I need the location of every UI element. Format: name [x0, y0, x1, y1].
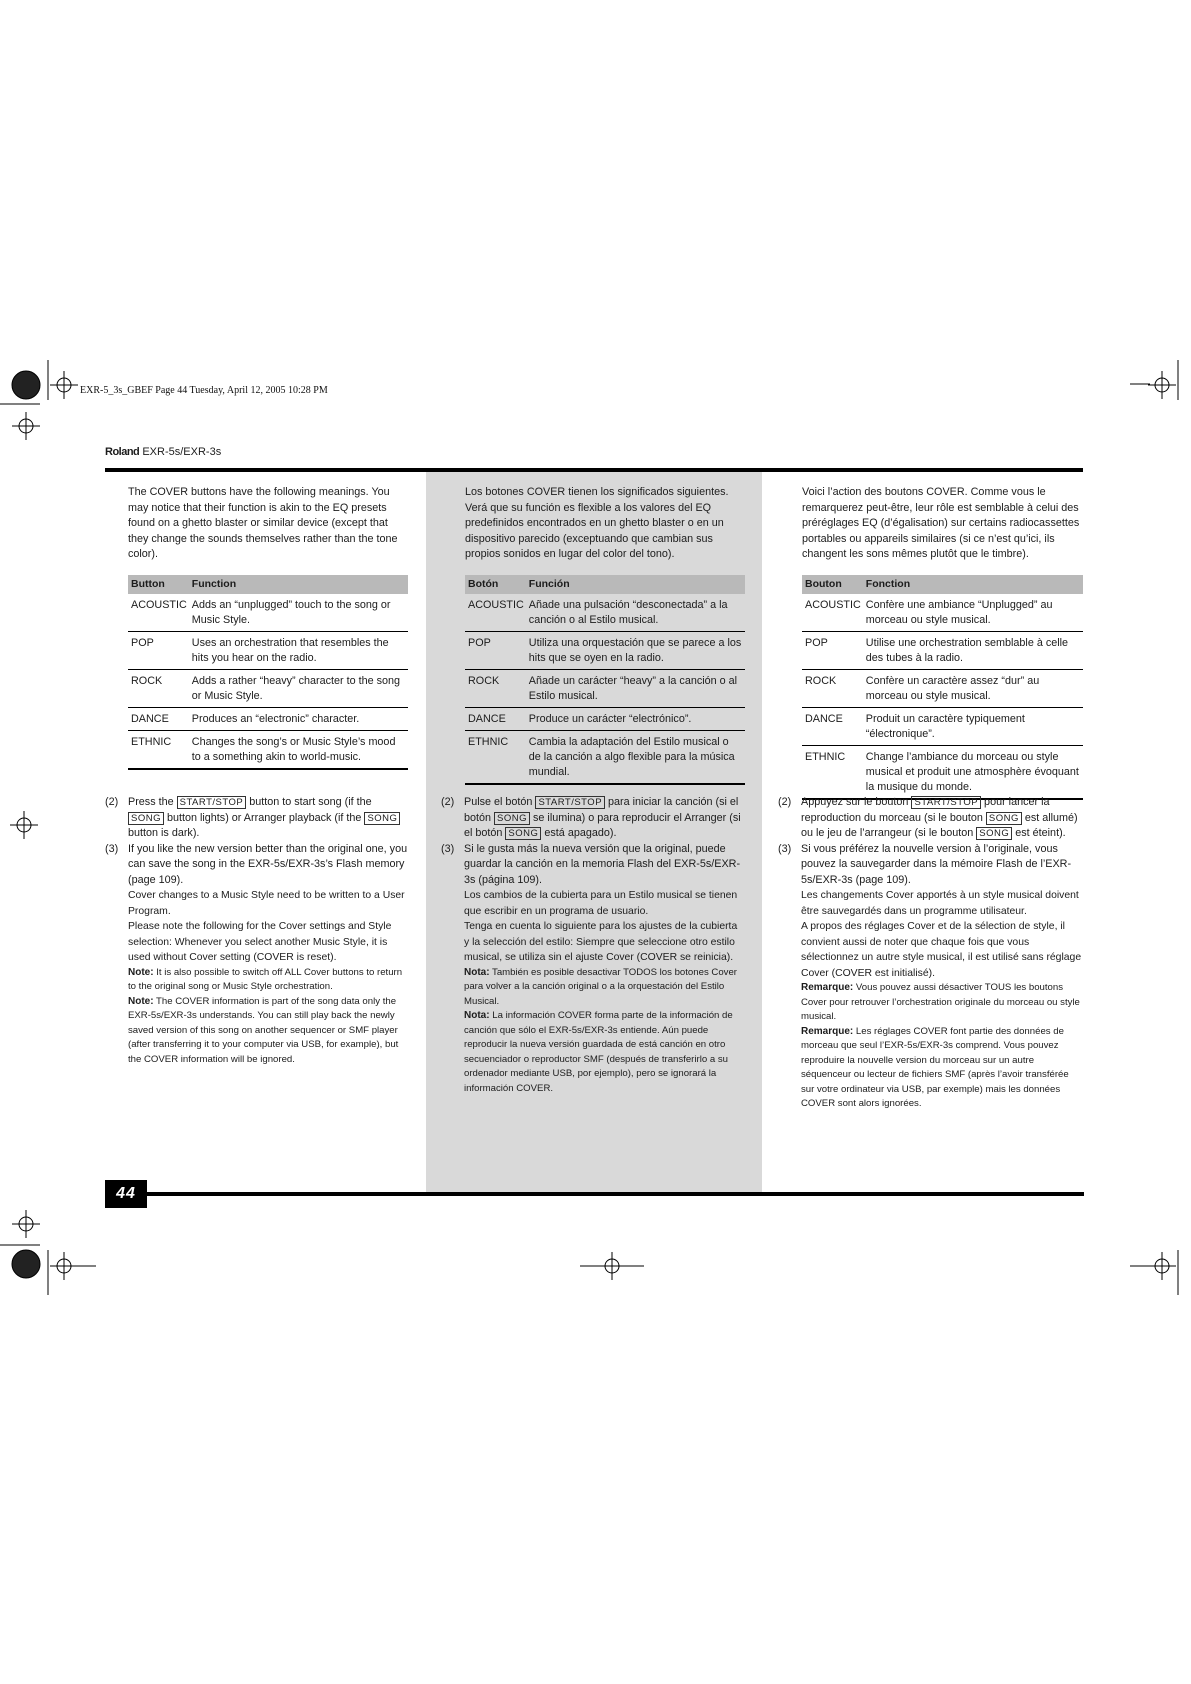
table-row: DANCE Produces an “electronic” character. — [128, 707, 408, 730]
table-row: POP Utiliza una orquestación que se parece a los hits que se oyen en la radio. — [465, 631, 745, 669]
step-3: (3) Si le gusta más la nueva versión que la original, puede guardar la canción en la memoria Flash del EXR-5s/EXR-3s (página 109). Los cambios de la cubierta para un Estilo musical se tienen que escribir en un programa de usuario. Tenga en cuenta lo siguiente para los ajustes de la cubierta y la selección del estilo: Siempre que seleccione otro estilo musical, se utiliza sin el ajuste Cover (COVER se reinicia). Nota: También es posible desactivar TODOS los botones Cover para volver a la canción original o a la orquestación del Estilo Musical. Nota: La información COVER forma parte de la información de canción que sólo el EXR-5s/EXR-3s entiende. Aún puede reproducir la nueva versión guardada de está canción en otro secuenciador o reproductor SMF (después de transferirlo a su ordenador mediante USB, por ejemplo), pero se ignorará la información COVER. — [441, 842, 745, 1097]
registration-mark-bottom-left-icon — [0, 1210, 96, 1295]
paragraph: Tenga en cuenta lo siguiente para los ajustes de la cubierta y la selección del estilo: Siempre que seleccione otro estilo musical, se utiliza sin el ajuste Cover (COVER se reinicia). — [464, 921, 738, 963]
song-key-icon: SONG — [494, 812, 530, 825]
note: Remarque: Vous pouvez aussi désactiver TOUS les boutons Cover pour retrouver l’orchestration originale du morceau ou style musical. — [801, 982, 1080, 1022]
table-row: DANCE Produce un carácter “electrónico”. — [465, 707, 745, 730]
table-row: ROCK Adds a rather “heavy” character to the song or Music Style. — [128, 669, 408, 707]
paragraph: Los cambios de la cubierta para un Estilo musical se tienen que escribir en un programa de usuario. — [464, 890, 738, 917]
footer-rule — [147, 1192, 1084, 1196]
paragraph: Cover changes to a Music Style need to be written to a User Program. — [128, 890, 405, 917]
paragraph: Les changements Cover apportés à un style musical doivent être sauvegardés dans un programme utilisateur. — [801, 890, 1079, 917]
start-stop-key-icon: START/STOP — [177, 796, 247, 809]
note: Note: The COVER information is part of the song data only the EXR-5s/EXR-3s understands. You can still play back the newly saved version of this song on another sequencer or SMF player (after transferring it to your computer via USB, for example), but the COVER information will be ignored. — [128, 995, 399, 1065]
table-row: ACOUSTIC Confère une ambiance “Unplugged” au morceau ou style musical. — [802, 594, 1083, 632]
paragraph: A propos des réglages Cover et de la sélection de style, il convient aussi de noter que chaque fois que vous sélectionnez un autre style musical, il est utilisé sans réglage Cover (COVER est initialisé). — [801, 921, 1082, 979]
table-header-function: Función — [526, 575, 745, 594]
table-header-button: Button — [128, 575, 189, 594]
french-column — [802, 485, 1083, 800]
table-row: POP Utilise une orchestration semblable à celle des tubes à la radio. — [802, 631, 1083, 669]
table-header-button: Bouton — [802, 575, 863, 594]
french-steps — [778, 795, 1083, 1112]
note: Note: It is also possible to switch off ALL Cover buttons to return to the original song or Music Style orchestration. — [128, 966, 403, 992]
registration-mark-top-left-icon — [0, 360, 78, 440]
spanish-cover-table — [465, 575, 745, 785]
step-2: (2) Pulse el botón START/STOP para iniciar la canción (si el botón SONG se ilumina) o para reproducir el Arranger (si el botón SONG está apagado). — [441, 796, 741, 839]
table-header-function: Fonction — [863, 575, 1083, 594]
spanish-steps — [441, 795, 745, 1096]
spanish-column — [465, 485, 745, 785]
song-key-icon: SONG — [976, 827, 1012, 840]
french-intro: Voici l’action des boutons COVER. Comme vous le remarquerez peut-être, leur rôle est semblable à celui des préréglages EQ (d’égalisation) sur certains radiocassettes portables ou appareils similaires (si ce n’est qu’ici, ils changent les sons mêmes plutôt que le timbre). — [802, 486, 1080, 560]
table-row: ETHNIC Cambia la adaptación del Estilo musical o de la canción a algo flexible para la música mundial. — [465, 730, 745, 784]
table-row: ROCK Añade un carácter “heavy” a la canción o al Estilo musical. — [465, 669, 745, 707]
english-intro: The COVER buttons have the following meanings. You may notice that their function is akin to the EQ presets found on a ghetto blaster or similar device (except that they change the sounds themselves rather than the tone color). — [128, 486, 398, 560]
step-2: (2) Press the START/STOP button to start song (if the SONG button lights) or Arranger playback (if the SONG button is dark). — [105, 795, 408, 842]
table-header-button: Botón — [465, 575, 526, 594]
song-key-icon: SONG — [505, 827, 541, 840]
table-row: POP Uses an orchestration that resembles the hits you hear on the radio. — [128, 631, 408, 669]
registration-mark-bottom-right-icon — [1130, 1250, 1178, 1295]
note: Nota: También es posible desactivar TODOS los botones Cover para volver a la canción original o a la orquestación del Estilo Musical. — [464, 966, 737, 1007]
french-cover-table — [802, 575, 1083, 800]
song-key-icon: SONG — [128, 812, 164, 825]
spanish-intro: Los botones COVER tienen los significados siguientes. Verá que su función es flexible a los valores del EQ predefinidos encontrados en un ghetto blaster o en un dispositivo parecido (exceptuando que cambian sus propios sonidos en lugar del color del tono). — [465, 486, 729, 560]
table-row: ETHNIC Changes the song’s or Music Style’s mood to a something akin to world-music. — [128, 730, 408, 769]
table-row: ACOUSTIC Adds an “unplugged” touch to the song or Music Style. — [128, 594, 408, 632]
song-key-icon: SONG — [364, 812, 400, 825]
english-column — [128, 485, 408, 770]
page-number: 44 — [105, 1180, 147, 1208]
song-key-icon: SONG — [986, 812, 1022, 825]
step-3: (3) If you like the new version better than the original one, you can save the song in the EXR-5s/EXR-3s’s Flash memory (page 109). Cover changes to a Music Style need to be written to a User Program. Please note the following for the Cover settings and Style selection: Whenever you select another Music Style, it is used without Cover setting (COVER is reset). Note: It is also possible to switch off ALL Cover buttons to return to the original song or Music Style orchestration. Note: The COVER information is part of the song data only the EXR-5s/EXR-3s understands. You can still play back the newly saved version of this song on another sequencer or SMF player (after transferring it to your computer via USB, for example), but the COVER information will be ignored. — [105, 842, 408, 1068]
registration-mark-left-middle-icon — [10, 811, 38, 839]
start-stop-key-icon: START/STOP — [535, 796, 605, 809]
note: Nota: La información COVER forma parte de la información de canción que sólo el EXR-5s/EXR-3s entiende. Aún puede reproducir la nueva versión guardada de está canción en otro secuenciador o reproductor SMF (después de transferirlo a su ordenador mediante USB, por ejemplo), pero se ignorará la información COVER. — [464, 1010, 733, 1094]
model-name: EXR-5s/EXR-3s — [142, 446, 222, 458]
step-3: (3) Si vous préférez la nouvelle version à l’originale, vous pouvez la sauvegarder dans la mémoire Flash de l’EXR-5s/EXR-3s (page 109). Les changements Cover apportés à un style musical doivent être sauvegardés dans un programme utilisateur. A propos des réglages Cover et de la sélection de style, il convient aussi de noter que chaque fois que vous sélectionnez un autre style musical, il est utilisé sans réglage Cover (COVER est initialisé). Remarque: Vous pouvez aussi désactiver TOUS les boutons Cover pour retrouver l’orchestration originale du morceau ou style musical. Remarque: Les réglages COVER font partie des données de morceau que seul l’EXR-5s/EXR-3s comprend. Vous pouvez reproduire la nouvelle version du morceau sur un autre séquenceur ou lecteur de fichiers SMF (après l’avoir transférée sur votre ordinateur via USB, par exemple) mais les données COVER sont alors ignorées. — [778, 842, 1083, 1112]
step-2: (2) Appuyez sur le bouton START/STOP pour lancer la reproduction du morceau (si le bouton SONG est allumé) ou le jeu de l’arrangeur (si le bouton SONG est éteint). — [778, 796, 1078, 839]
brand-logo: Roland — [105, 446, 140, 458]
english-cover-table — [128, 575, 408, 770]
table-row: ETHNIC Change l’ambiance du morceau ou style musical et produit une atmosphère évoquant la musique du monde. — [802, 745, 1083, 799]
running-header — [105, 446, 221, 458]
registration-mark-bottom-center-icon — [580, 1252, 644, 1280]
table-row: DANCE Produit un caractère typiquement “électronique”. — [802, 707, 1083, 745]
note: Remarque: Les réglages COVER font partie des données de morceau que seul l’EXR-5s/EXR-3s comprend. Vous pouvez reproduire la nouvelle version du morceau sur un autre séquenceur ou lecteur de fichiers SMF (après l’avoir transférée sur votre ordinateur via USB, par exemple) mais les données COVER sont alors ignorées. — [801, 1025, 1069, 1109]
english-steps — [105, 795, 408, 1067]
paragraph: Please note the following for the Cover settings and Style selection: Whenever you select another Music Style, it is used without Cover setting (COVER is reset). — [128, 921, 392, 963]
table-row: ROCK Confère un caractère assez “dur” au morceau ou style musical. — [802, 669, 1083, 707]
registration-mark-top-right-icon — [1130, 360, 1178, 400]
start-stop-key-icon: START/STOP — [911, 796, 981, 809]
table-header-function: Function — [189, 575, 408, 594]
table-row: ACOUSTIC Añade una pulsación “desconectada” a la canción o al Estilo musical. — [465, 594, 745, 632]
print-slug: EXR-5_3s_GBEF Page 44 Tuesday, April 12, 2005 10:28 PM — [80, 385, 328, 396]
